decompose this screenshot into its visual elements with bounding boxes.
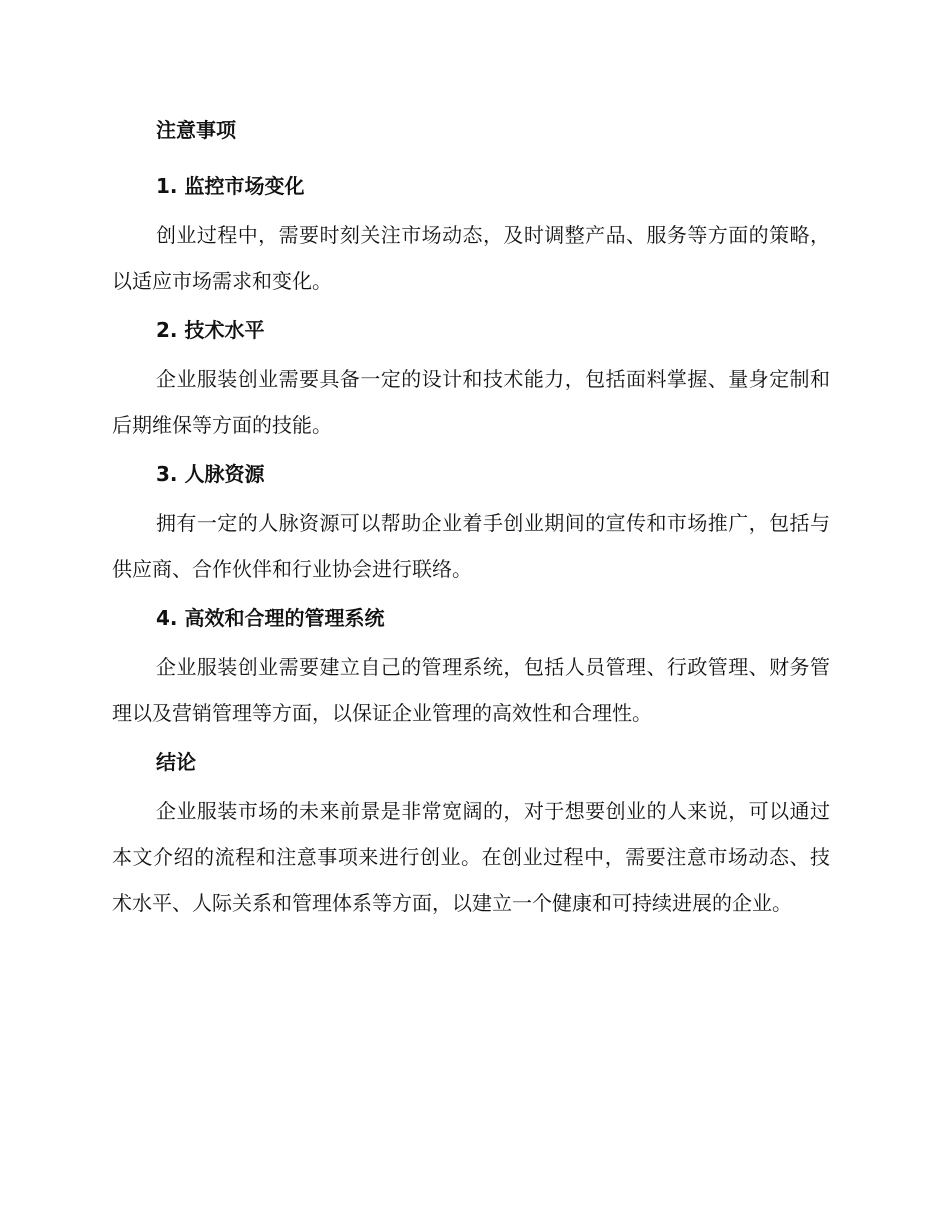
section-3-heading: 3. 人脉资源	[156, 462, 265, 486]
conclusion-heading: 结论	[156, 750, 196, 774]
section-1-heading: 1. 监控市场变化	[156, 174, 305, 198]
section-1-body: 创业过程中，需要时刻关注市场动态，及时调整产品、服务等方面的策略，以适应市场需求和变化。	[112, 223, 830, 293]
notes-heading: 注意事项	[156, 118, 236, 142]
section-2-heading: 2. 技术水平	[156, 318, 265, 342]
section-2-body: 企业服装创业需要具备一定的设计和技术能力，包括面料掌握、量身定制和后期维保等方面的技能。	[112, 367, 830, 437]
section-4-body: 企业服装创业需要建立自己的管理系统，包括人员管理、行政管理、财务管理以及营销管理等方面，以保证企业管理的高效性和合理性。	[112, 655, 830, 725]
section-3-body: 拥有一定的人脉资源可以帮助企业着手创业期间的宣传和市场推广，包括与供应商、合作伙伴和行业协会进行联络。	[112, 511, 830, 581]
document-content	[112, 108, 830, 926]
section-4-heading: 4. 高效和合理的管理系统	[156, 606, 385, 630]
conclusion-body: 企业服装市场的未来前景是非常宽阔的，对于想要创业的人来说，可以通过本文介绍的流程和注意事项来进行创业。在创业过程中，需要注意市场动态、技术水平、人际关系和管理体系等方面，以建立一个健康和可持续进展的企业。	[112, 799, 830, 915]
